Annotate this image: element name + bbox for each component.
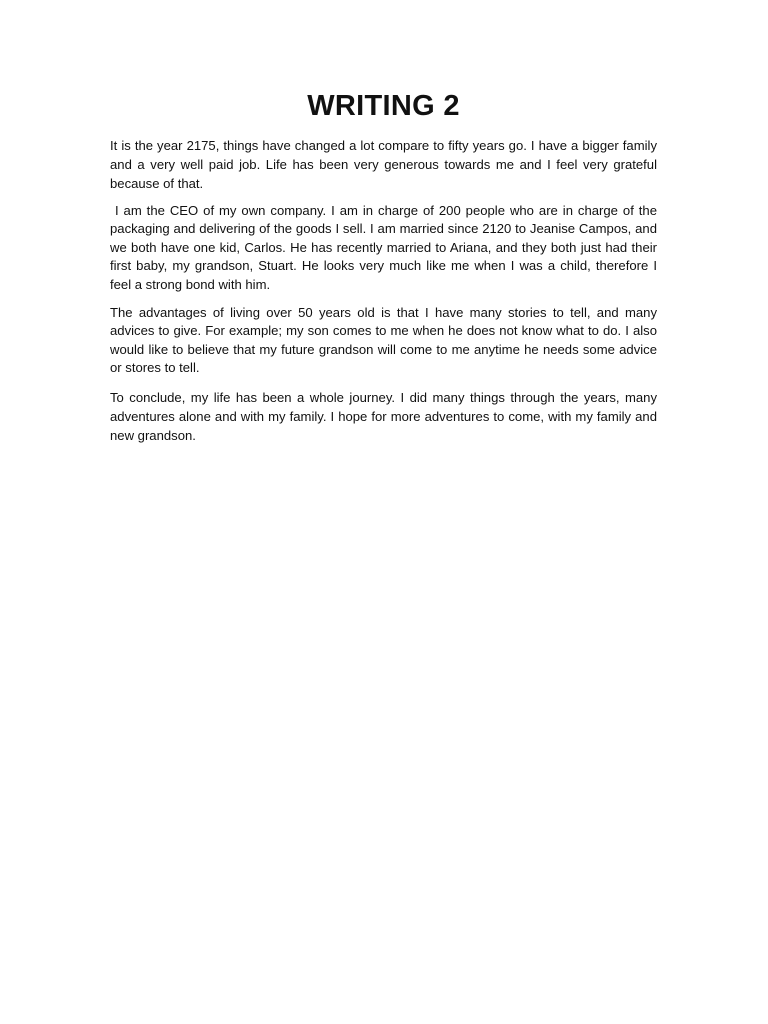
paragraph-career-family: I am the CEO of my own company. I am in charge of 200 people who are in charge of the packaging and delivering of the goods I sell. I am married since 2120 to Jeanise Campos, and we both have one kid, Carlos. He has recently married to Ariana, and they both just had their first baby, my grandson, Stuart. He looks very much like me when I was a child, therefore I feel a strong bond with him. (110, 203, 661, 292)
paragraph-advantages: The advantages of living over 50 years old is that I have many stories to tell, and many advices to give. For example; my son comes to me when he does not know what to do. I also would like to believe that my future grandson will come to me anytime he needs some advice or stores to tell. (110, 305, 661, 376)
paragraph-conclusion: To conclude, my life has been a whole journey. I did many things through the years, many adventures alone and with my family. I hope for more adventures to come, with my family and new grandson. (110, 389, 661, 443)
document-title: WRITING 2 (307, 90, 460, 122)
document-page (110, 88, 661, 455)
paragraph-intro: It is the year 2175, things have changed a lot compare to fifty years go. I have a bigger family and a very well paid job. Life has been very generous towards me and I feel very grateful because of that. (110, 138, 661, 191)
